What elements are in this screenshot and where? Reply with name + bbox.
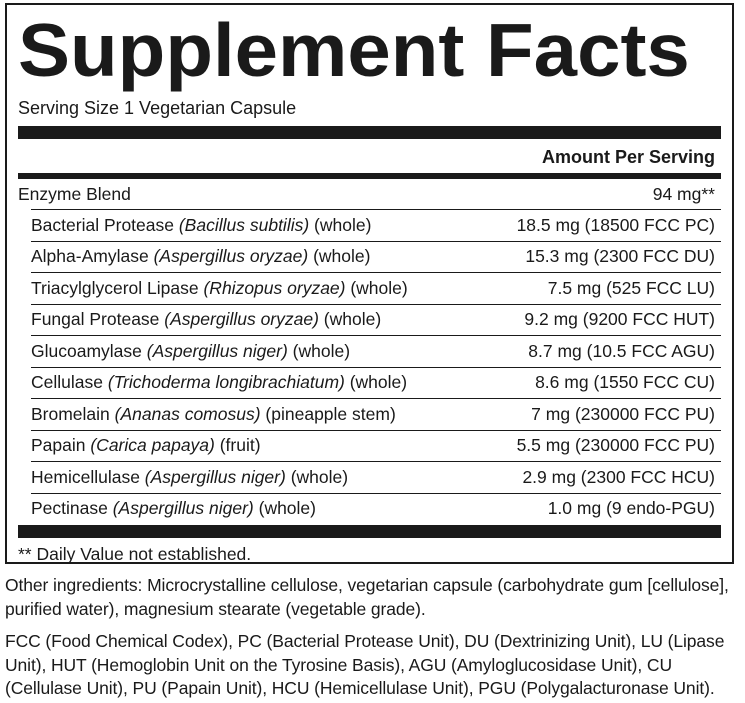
ingredient-source-part: (whole): [285, 466, 349, 487]
ingredient-source-part: (whole): [344, 372, 408, 393]
ingredient-common-name: Hemicellulase: [31, 466, 145, 487]
ingredient-common-name: Cellulase: [31, 372, 108, 393]
ingredient-common-name: Pectinase: [31, 498, 113, 519]
ingredient-amount: 8.6 mg (1550 FCC CU): [535, 372, 715, 393]
ingredient-amount: 7 mg (230000 FCC PU): [531, 403, 715, 424]
ingredient-name: [31, 435, 261, 456]
ingredient-common-name: Bacterial Protease: [31, 214, 179, 235]
ingredient-common-name: Alpha-Amylase: [31, 246, 154, 267]
ingredient-name: [31, 404, 396, 425]
enzyme-blend-row: [18, 179, 721, 209]
ingredient-common-name: Glucoamylase: [31, 340, 147, 361]
other-ingredients: Other ingredients: Microcrystalline cellulose, vegetarian capsule (carbohydrate gum [cellulose], purified water), magnesium stearate (vegetable grade).: [5, 575, 729, 619]
ingredient-latin-name: (Bacillus subtilis): [178, 214, 310, 235]
ingredient-source-part: (whole): [309, 214, 372, 235]
supplement-facts-panel: [5, 3, 734, 564]
ingredient-row: [31, 273, 721, 305]
ingredient-name: [31, 278, 408, 299]
ingredient-row: [31, 210, 721, 242]
ingredient-amount: 2.9 mg (2300 FCC HCU): [522, 466, 715, 487]
ingredient-name: [31, 246, 370, 267]
daily-value-footnote: ** Daily Value not established.: [18, 544, 252, 564]
ingredient-row: [31, 494, 721, 525]
ingredient-row: [31, 399, 721, 431]
ingredient-name: [31, 215, 371, 236]
ingredient-common-name: Bromelain: [31, 403, 115, 424]
bottom-divider: [18, 525, 721, 538]
ingredient-row: [31, 431, 721, 463]
ingredient-name: [31, 498, 316, 519]
ingredient-amount: 1.0 mg (9 endo-PGU): [547, 498, 715, 519]
ingredient-name: [31, 467, 348, 488]
ingredient-amount: 18.5 mg (18500 FCC PC): [516, 214, 715, 235]
ingredient-amount: 5.5 mg (230000 FCC PU): [516, 435, 715, 456]
ingredient-row: [31, 368, 721, 400]
amount-per-serving-header: Amount Per Serving: [541, 147, 715, 167]
ingredient-latin-name: (Ananas comosus): [114, 403, 261, 424]
ingredient-latin-name: (Aspergillus niger): [146, 340, 288, 361]
ingredient-latin-name: (Aspergillus niger): [112, 498, 254, 519]
ingredient-common-name: Papain: [31, 435, 91, 456]
ingredient-source-part: (whole): [253, 498, 316, 519]
ingredient-source-part: (pineapple stem): [260, 403, 396, 424]
ingredient-amount: 15.3 mg (2300 FCC DU): [525, 246, 715, 267]
ingredient-latin-name: (Rhizopus oryzae): [203, 277, 346, 298]
unit-legend: FCC (Food Chemical Codex), PC (Bacterial Protease Unit), DU (Dextrinizing Unit), LU (Lipase Unit), HUT (Hemoglobin Unit on the Tyrosine Basis), AGU (Amyloglucosidase Unit), CU (Cellulase Unit), PU (Papain Unit), HCU (Hemicellulase Unit), PGU (Polygalacturonase Unit).: [5, 631, 725, 698]
ingredient-row: [31, 242, 721, 274]
ingredient-common-name: Fungal Protease: [31, 309, 165, 330]
enzyme-blend-amount: 94 mg**: [652, 183, 715, 204]
ingredient-amount: 7.5 mg (525 FCC LU): [547, 277, 715, 298]
ingredient-latin-name: (Aspergillus oryzae): [153, 246, 309, 267]
ingredient-source-part: (whole): [318, 309, 382, 330]
ingredient-row: [31, 462, 721, 494]
ingredient-row: [31, 336, 721, 368]
enzyme-blend-name: Enzyme Blend: [18, 183, 131, 204]
panel-title: Supplement Facts: [18, 8, 690, 92]
ingredient-source-part: (whole): [345, 277, 408, 298]
ingredient-source-part: (whole): [287, 340, 351, 361]
ingredient-name: [31, 372, 407, 393]
ingredient-latin-name: (Trichoderma longibrachiatum): [107, 372, 345, 393]
serving-size: Serving Size 1 Vegetarian Capsule: [18, 98, 297, 118]
ingredient-common-name: Triacylglycerol Lipase: [31, 277, 204, 298]
ingredient-latin-name: (Aspergillus niger): [144, 466, 286, 487]
ingredient-latin-name: (Carica papaya): [90, 435, 215, 456]
ingredient-name: [31, 309, 381, 330]
thick-divider: [18, 126, 721, 139]
ingredient-latin-name: (Aspergillus oryzae): [164, 309, 319, 330]
ingredient-amount: 9.2 mg (9200 FCC HUT): [524, 309, 715, 330]
ingredient-source-part: (whole): [308, 246, 371, 267]
ingredient-row: [31, 305, 721, 337]
ingredient-list: [18, 210, 721, 524]
ingredient-amount: 8.7 mg (10.5 FCC AGU): [528, 340, 715, 361]
ingredient-source-part: (fruit): [214, 435, 261, 456]
ingredient-name: [31, 341, 350, 362]
